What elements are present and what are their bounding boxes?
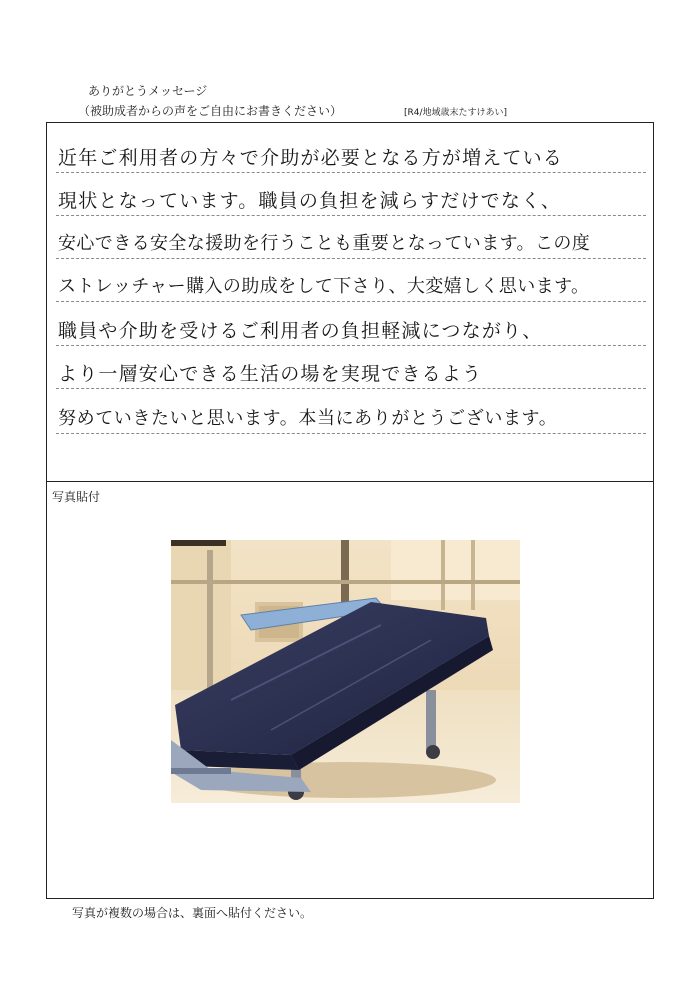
footer-note: 写真が複数の場合は、裏面へ貼付ください。	[72, 906, 313, 920]
message-line: 努めていきたいと思います。本当にありがとうございます。	[58, 408, 558, 429]
message-line: 安心できる安全な援助を行うことも重要となっています。この度	[58, 233, 591, 254]
message-line: 現状となっています。職員の負担を減らすだけでなく、	[58, 190, 562, 212]
form-tag: [R4/地域歳末たすけあい]	[404, 108, 508, 118]
section-divider	[46, 481, 654, 482]
stretcher-photo	[171, 540, 520, 803]
form-title: ありがとうメッセージ	[88, 84, 208, 98]
form-subtitle: （被助成者からの声をご自由にお書きください）	[78, 104, 343, 118]
message-line: より一層安心できる生活の場を実現できるよう	[58, 363, 483, 385]
photo-section-label: 写真貼付	[52, 490, 101, 504]
message-line: 職員や介助を受けるご利用者の負担軽減につながり、	[58, 320, 543, 342]
message-line: ストレッチャー購入の助成をして下さり、大変嬉しく思います。	[58, 276, 590, 297]
message-line: 近年ご利用者の方々で介助が必要となる方が増えている	[58, 147, 564, 169]
